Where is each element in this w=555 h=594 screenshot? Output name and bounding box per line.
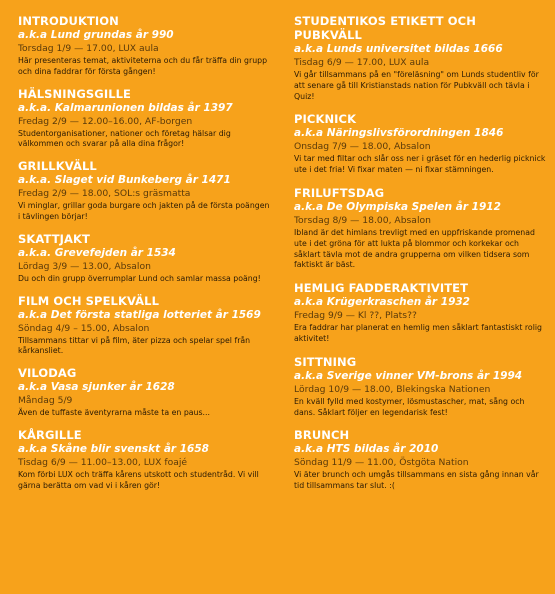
event-description: Ibland är det himlans trevligt med en uppfriskande promenad ute i det gröna för att lukta på blommor och korkekar och såklart tävla mot de andra grupperna om vilken tidsera som faktiskt är bäst.	[294, 227, 535, 270]
event-friluftsdag	[294, 186, 546, 271]
event-studentikos-etikett	[294, 14, 546, 102]
right-column	[294, 14, 546, 502]
event-time-place: Måndag 5/9	[18, 395, 73, 407]
left-column	[18, 14, 270, 501]
event-picknick	[294, 112, 546, 176]
event-description: Vi går tillsammans på en "föreläsning" om Lunds studentliv för att senare gå till Kristianstads nation för Pubkväll och tävla i Quiz!	[294, 70, 539, 101]
event-aka: a.k.a Lund grundas år 990	[18, 29, 174, 41]
event-title: VILODAG	[18, 366, 77, 381]
event-kargille	[18, 428, 270, 492]
event-aka: a.k.a. Grevefejden år 1534	[18, 246, 176, 259]
event-hemlig-fadderaktivitet	[294, 281, 546, 345]
event-aka: a.k.a Lunds universitet bildas 1666	[294, 43, 503, 55]
event-halsningsgille	[18, 87, 270, 151]
event-title: FILM OCH SPELKVÄLL	[18, 293, 160, 308]
event-aka: a.k.a Krügerkraschen år 1932	[294, 296, 470, 309]
event-aka: a.k.a Det första statliga lotteriet år 1569	[18, 308, 261, 321]
event-title: HEMLIG FADDERAKTIVITET	[294, 281, 469, 296]
event-brunch	[294, 428, 546, 492]
event-time-place: Fredag 9/9 — Kl ??, Plats??	[294, 310, 417, 322]
event-film-och-spelkvall	[18, 294, 270, 358]
event-time-place: Torsdag 1/9 — 17.00, LUX aula	[18, 43, 159, 54]
event-time-place: Söndag 11/9 — 11.00, Östgöta Nation	[294, 457, 469, 469]
event-description: Vi minglar, grillar goda burgare och jakten på de första poängen i tävlingen börjar!	[18, 201, 270, 221]
event-aka: a.k.a. Kalmarunionen bildas år 1397	[18, 101, 233, 114]
event-description: En kväll fylld med kostymer, lösmustascher, mat, sång och dans. Såklart följer en legendarisk fest!	[294, 396, 525, 417]
event-title: HÄLSNINGSGILLE	[18, 86, 132, 101]
event-title: SKATTJAKT	[18, 231, 90, 246]
event-aka: a.k.a Skåne blir svenskt år 1658	[18, 442, 209, 455]
event-title: INTRODUKTION	[18, 14, 119, 28]
event-aka: a.k.a. Slaget vid Bunkeberg år 1471	[18, 174, 231, 187]
event-description: Vi tar med filtar och slår oss ner i gräset för en hederlig picknick ute i det fria! Vi fixar maten — ni fixar stämningen.	[294, 154, 546, 175]
event-time-place: Fredag 2/9 — 18.00, SOL:s gräsmatta	[18, 188, 191, 200]
event-skattjakt	[18, 232, 270, 285]
event-title: KÅRGILLE	[18, 427, 82, 442]
event-description: Tillsammans tittar vi på film, äter pizza och spelar spel från kårkansliet.	[18, 335, 251, 356]
event-aka: a.k.a Vasa sjunker år 1628	[18, 381, 175, 394]
event-aka: a.k.a Näringslivsförordningen 1846	[294, 127, 504, 140]
event-sittning	[294, 355, 546, 419]
event-description: Kom förbi LUX och träffa kårens utskott och studentråd. Vi vill gärna berätta om vad vi i kåren gör!	[18, 469, 259, 490]
event-title: STUDENTIKOS ETIKETT OCH PUBKVÄLL	[294, 14, 476, 42]
event-title: SITTNING	[294, 354, 357, 369]
event-vilodag	[18, 366, 270, 419]
event-aka: a.k.a Sverige vinner VM-brons år 1994	[294, 369, 523, 382]
event-aka: a.k.a De Olympiska Spelen år 1912	[294, 200, 501, 213]
event-description: Era faddrar har planerat en hemlig men såklart fantastiskt rolig aktivitet!	[294, 323, 542, 343]
event-title: GRILLKVÄLL	[18, 159, 97, 174]
event-description: Här presenteras temat, aktiviteterna och du får träffa din grupp och dina faddrar för första gången!	[18, 56, 268, 76]
event-time-place: Tisdag 6/9 — 17.00, LUX aula	[294, 57, 430, 68]
event-introduktion	[18, 14, 270, 78]
event-time-place: Lördag 10/9 — 18.00, Blekingska Nationen	[294, 383, 491, 395]
event-title: PICKNICK	[294, 112, 357, 127]
event-title: FRILUFTSDAG	[294, 185, 385, 200]
event-description: Vi äter brunch och umgås tillsammans en sista gång innan vår tid tillsammans tar slut. :(	[294, 470, 539, 491]
event-description: Även de tuffaste äventyrarna måste ta en paus...	[18, 408, 210, 418]
event-title: BRUNCH	[294, 428, 350, 443]
event-grillkvall	[18, 159, 270, 223]
event-description: Du och din grupp överrumplar Lund och samlar massa poäng!	[18, 273, 261, 283]
event-time-place: Tisdag 6/9 — 11.00–13.00, LUX foajé	[18, 456, 188, 468]
event-aka: a.k.a HTS bildas år 2010	[294, 443, 439, 456]
event-time-place: Lördag 3/9 — 13.00, Absalon	[18, 260, 151, 272]
event-time-place: Torsdag 8/9 — 18.00, Absalon	[294, 214, 431, 226]
event-description: Studentorganisationer, nationer och företag hälsar dig välkommen och svarar på alla dina frågor!	[18, 128, 231, 149]
event-time-place: Fredag 2/9 — 12.00–16.00, AF-borgen	[18, 115, 193, 127]
event-time-place: Söndag 4/9 – 15.00, Absalon	[18, 322, 150, 334]
event-time-place: Onsdag 7/9 — 18.00, Absalon	[294, 141, 431, 153]
